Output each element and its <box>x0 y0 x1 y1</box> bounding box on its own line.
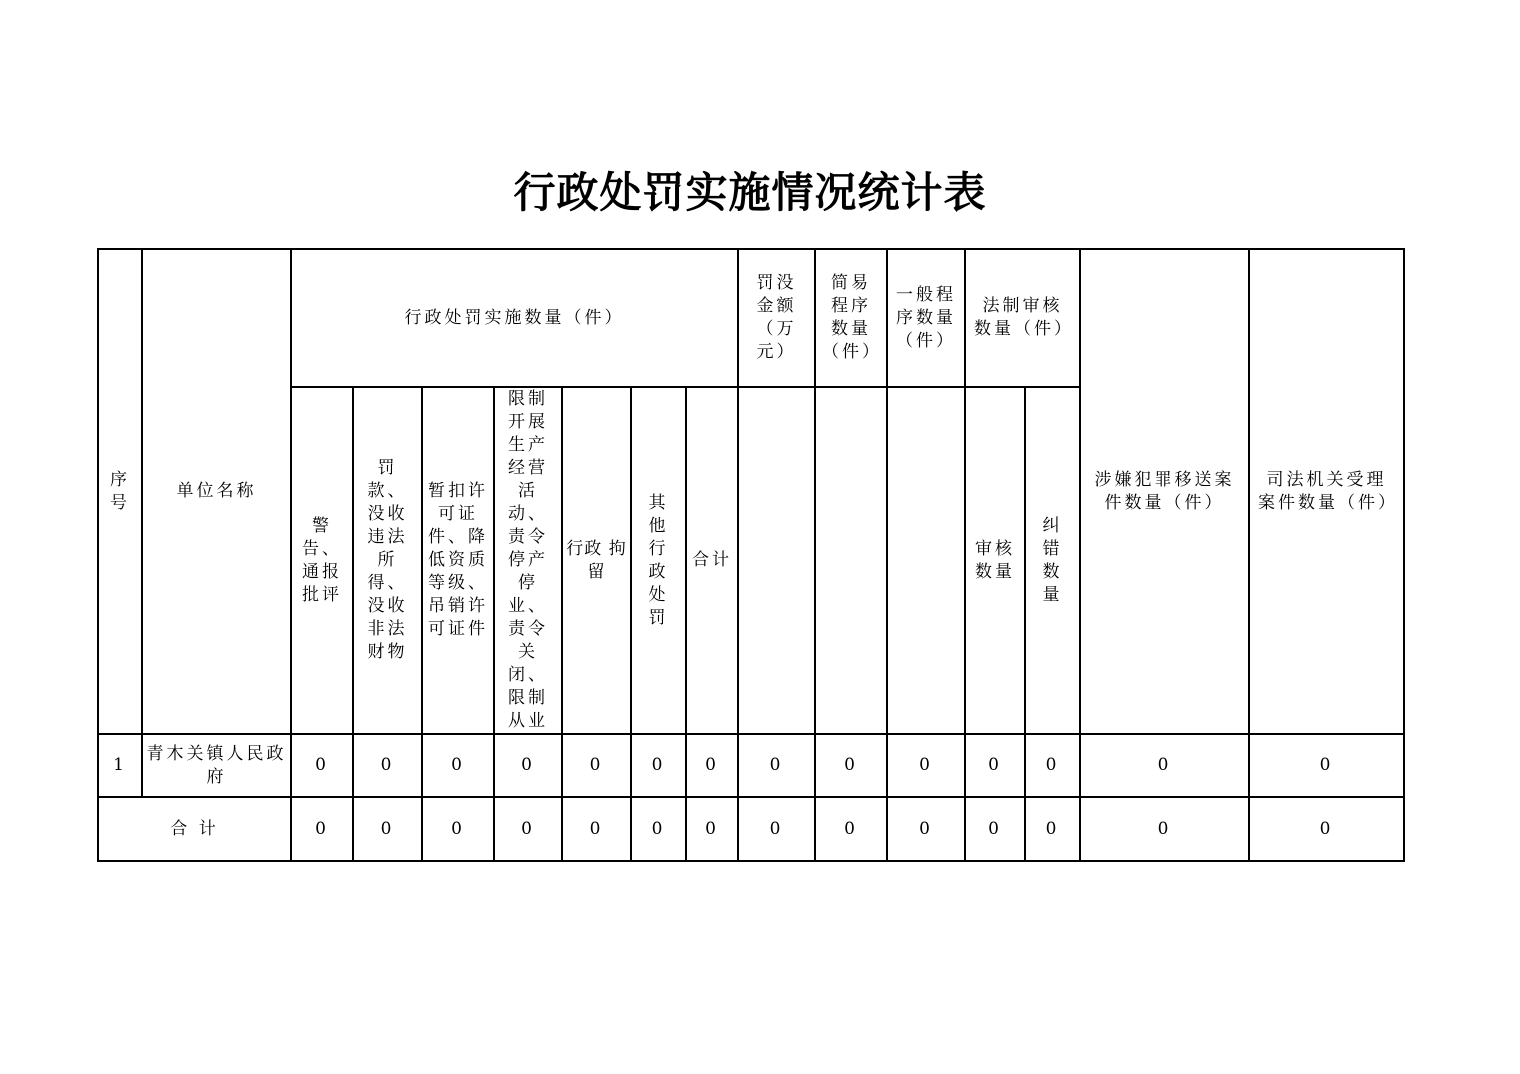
row-seq: 1 <box>98 734 142 797</box>
header-review-count: 审核数量 <box>965 387 1025 734</box>
header-crime-transfer: 涉嫌犯罪移送案件数量（件） <box>1080 249 1249 734</box>
header-fine-amount-blank <box>738 387 815 734</box>
cell-value: 0 <box>631 734 686 797</box>
table-row <box>98 734 1404 797</box>
header-detention: 行政 拘留 <box>562 387 631 734</box>
header-warning: 警告、通报批评 <box>291 387 353 734</box>
header-general-procedure: 一般程序数量（件） <box>887 249 965 387</box>
total-value: 0 <box>815 797 887 861</box>
total-value: 0 <box>422 797 494 861</box>
total-value: 0 <box>562 797 631 861</box>
total-label: 合 计 <box>98 797 291 861</box>
cell-value: 0 <box>422 734 494 797</box>
cell-value: 0 <box>1080 734 1249 797</box>
header-other: 其他行政处罚 <box>631 387 686 734</box>
total-value: 0 <box>1080 797 1249 861</box>
cell-value: 0 <box>562 734 631 797</box>
total-value: 0 <box>965 797 1025 861</box>
cell-value: 0 <box>965 734 1025 797</box>
header-unit-name: 单位名称 <box>142 249 291 734</box>
header-restrict: 限制开展生产经营活动、责令停产停业、责令关闭、限制从业 <box>494 387 562 734</box>
header-subtotal: 合计 <box>686 387 738 734</box>
total-value: 0 <box>1249 797 1404 861</box>
total-value: 0 <box>686 797 738 861</box>
header-correct-count: 纠错数量 <box>1025 387 1080 734</box>
cell-value: 0 <box>1249 734 1404 797</box>
document-title: 行政处罚实施情况统计表 <box>513 168 987 217</box>
cell-value: 0 <box>887 734 965 797</box>
cell-value: 0 <box>686 734 738 797</box>
total-value: 0 <box>1025 797 1080 861</box>
header-fine-amount: 罚没金额（万元） <box>738 249 815 387</box>
total-value: 0 <box>353 797 422 861</box>
cell-value: 0 <box>815 734 887 797</box>
cell-value: 0 <box>738 734 815 797</box>
header-seq: 序号 <box>98 249 142 734</box>
statistics-table <box>97 248 1405 862</box>
row-unit-name: 青木关镇人民政府 <box>142 734 291 797</box>
header-judicial-accept: 司法机关受理案件数量（件） <box>1249 249 1404 734</box>
header-simple-blank <box>815 387 887 734</box>
total-value: 0 <box>291 797 353 861</box>
cell-value: 0 <box>291 734 353 797</box>
header-legal-review: 法制审核数量（件） <box>965 249 1080 387</box>
header-simple-procedure: 简易程序数量（件） <box>815 249 887 387</box>
cell-value: 0 <box>1025 734 1080 797</box>
total-value: 0 <box>887 797 965 861</box>
total-row <box>98 797 1404 861</box>
cell-value: 0 <box>494 734 562 797</box>
header-penalty-count: 行政处罚实施数量（件） <box>291 249 738 387</box>
total-value: 0 <box>738 797 815 861</box>
header-general-blank <box>887 387 965 734</box>
header-suspend: 暂扣许可证件、降低资质等级、吊销许可证件 <box>422 387 494 734</box>
total-value: 0 <box>631 797 686 861</box>
cell-value: 0 <box>353 734 422 797</box>
header-fine: 罚款、没收违法所得、没收非法财物 <box>353 387 422 734</box>
header-row-1 <box>98 249 1404 387</box>
total-value: 0 <box>494 797 562 861</box>
